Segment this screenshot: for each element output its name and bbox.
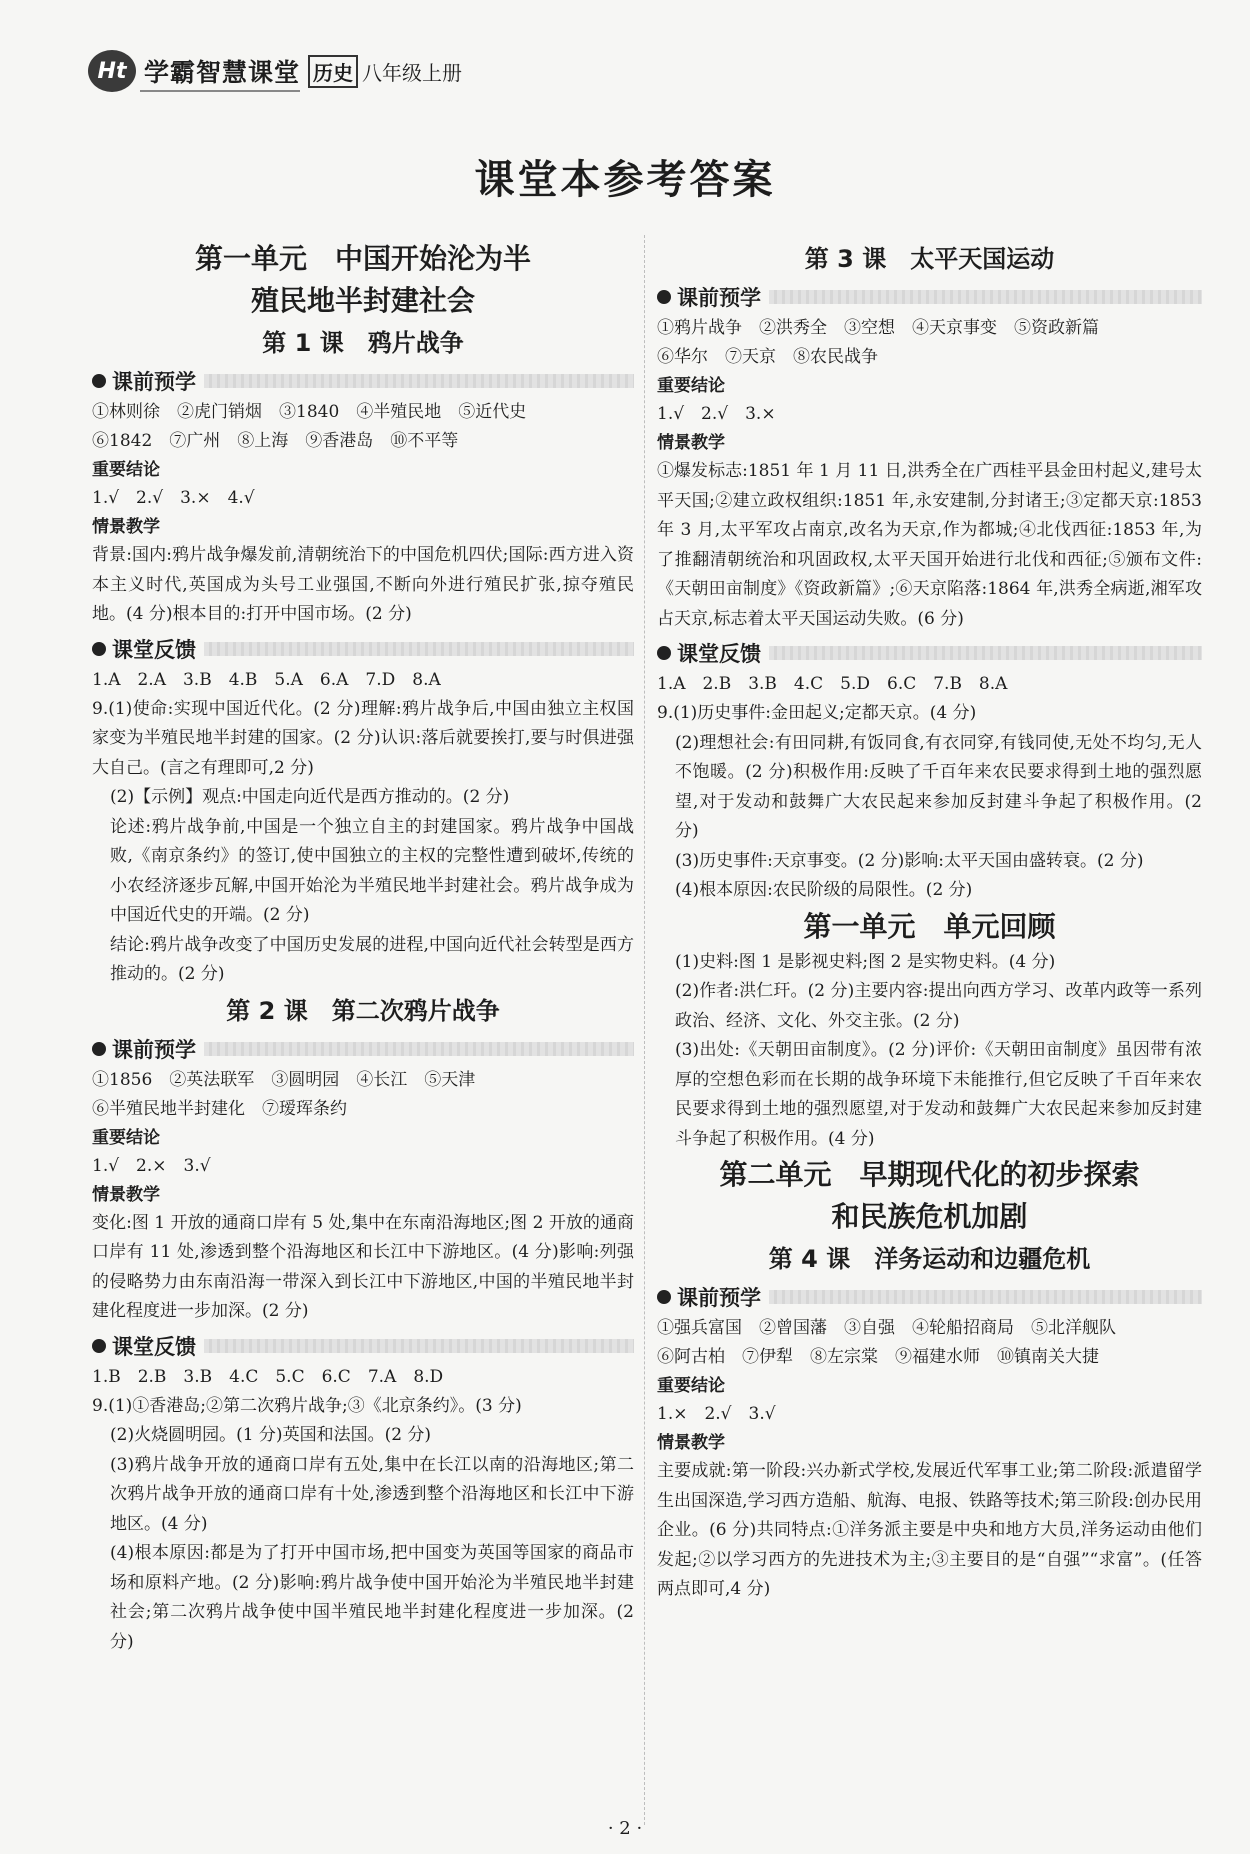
bullet-icon [92,1339,106,1353]
answer-paragraph: (3)出处:《天朝田亩制度》。(2 分)评价:《天朝田亩制度》虽因带有浓厚的空想色彩而在长期的战争环境下未能推行,但它反映了千百年来农民要求得到土地的强烈愿望,对于发动和鼓舞广大农民起来参加反封建斗争起了积极作用。(4 分) [675,1040,1202,1149]
answer-paragraph: (3)鸦片战争开放的通商口岸有五处,集中在长江以南的沿海地区;第二次鸦片战争开放的通商口岸有十处,渗透到整个沿海地区和长江中下游地区。(4 分) [110,1454,634,1534]
left-column [92,238,634,1657]
section-bar [204,374,634,388]
book-header [88,48,462,94]
page-title: 课堂本参考答案 [474,157,776,203]
lesson-title: 第 4 课 洋务运动和边疆危机 [768,1245,1091,1273]
answer-line: ①鸦片战争 ②洪秀全 ③空想 ④天京事变 ⑤资政新篇 [657,318,1099,338]
unit-title: 第二单元 早期现代化的初步探索 [719,1158,1140,1191]
right-column [657,238,1202,1605]
unit-title: 第一单元 中国开始沦为半 [194,242,531,275]
subsection-label: 情景教学 [92,517,160,537]
answer-line: ⑥1842 ⑦广州 ⑧上海 ⑨香港岛 ⑩不平等 [92,431,459,451]
section-bar [204,642,634,656]
answer-paragraph: (2)【示例】观点:中国走向近代是西方推动的。(2 分) [110,787,510,807]
bullet-icon [92,374,106,388]
answer-paragraph: 变化:图 1 开放的通商口岸有 5 处,集中在东南沿海地区;图 2 开放的通商口岸有 11 处,渗透到整个沿海地区和长江中下游地区。(4 分)影响:列强的侵略势力由东南沿海一带深入到长江中下游地区,中国的半殖民地半封建化程度进一步加深。(2 分) [92,1212,634,1321]
answer-paragraph: (2)火烧圆明园。(1 分)英国和法国。(2 分) [110,1425,432,1445]
answer-line: ①1856 ②英法联军 ③圆明园 ④长江 ⑤天津 [92,1069,476,1090]
answer-paragraph: 背景:国内:鸦片战争爆发前,清朝统治下的中国危机四伏;国际:西方进入资本主义时代,英国成为头号工业强国,不断向外进行殖民扩张,掠夺殖民地。(4 分)根本目的:打开中国市场。(2 分) [92,545,634,624]
answer-line: ⑥半殖民地半封建化 ⑦瑷珲条约 [92,1098,347,1119]
lesson-title: 第 2 课 第二次鸦片战争 [226,996,500,1025]
answer-line: 1.A 2.A 3.B 4.B 5.A 6.A 7.D 8.A [92,669,441,690]
subsection-label: 情景教学 [92,1184,160,1205]
section-heading [92,632,634,666]
bullet-icon [92,1042,106,1056]
bullet-icon [657,1290,671,1304]
answer-line: 1.√ 2.√ 3.× 4.√ [92,488,255,508]
section-heading [657,1280,1202,1314]
section-label: 课前预学 [112,370,196,394]
bullet-icon [92,642,106,656]
lesson-title: 第 3 课 太平天国运动 [804,245,1055,273]
section-heading [657,636,1202,670]
answer-paragraph: 9.(1)历史事件:金田起义;定都天京。(4 分) [657,703,977,723]
section-bar [769,290,1202,304]
answer-paragraph: (4)根本原因:都是为了打开中国市场,把中国变为英国等国家的商品市场和原料产地。(2 分)影响:鸦片战争使中国开始沦为半殖民地半封建社会;第二次鸦片战争使中国半殖民地半封建化程度进一步加深。(2 分) [110,1543,634,1652]
answer-paragraph: (3)历史事件:天京事变。(2 分)影响:太平天国由盛转衰。(2 分) [675,850,1144,871]
answer-paragraph: 9.(1)①香港岛;②第二次鸦片战争;③《北京条约》。(3 分) [92,1395,522,1416]
answer-line: ⑥华尔 ⑦天京 ⑧农民战争 [657,347,878,367]
section-label: 课前预学 [677,286,761,310]
section-label: 课堂反馈 [677,642,761,666]
unit-review-title: 第一单元 单元回顾 [803,909,1056,943]
subsection-label: 重要结论 [657,376,725,396]
brand-name: 学霸智慧课堂 [144,58,301,87]
answer-line: 1.× 2.√ 3.√ [657,1404,776,1424]
section-label: 课堂反馈 [112,1334,196,1359]
subsection-label: 重要结论 [92,1127,160,1148]
answer-paragraph: 9.(1)使命:实现中国近代化。(2 分)理解:鸦片战争后,中国由独立主权国家变为半殖民地半封建的国家。(2 分)认识:落后就要挨打,要与时俱进强大自己。(言之有理即可,2 分) [92,698,634,778]
unit-title: 和民族危机加剧 [831,1200,1028,1233]
answer-paragraph: (2)作者:洪仁玕。(2 分)主要内容:提出向西方学习、改革内政等一系列政治、经济、文化、外交主张。(2 分) [675,981,1202,1031]
brand-logo: Ht [88,50,136,92]
lesson-title: 第 1 课 鸦片战争 [262,329,464,357]
bullet-icon [657,646,671,660]
header-underline [140,90,300,92]
section-heading [657,280,1202,314]
section-heading [92,1329,634,1363]
section-bar [204,1339,634,1353]
bullet-icon [657,290,671,304]
answer-paragraph: 结论:鸦片战争改变了中国历史发展的进程,中国向近代社会转型是西方推动的。(2 分) [110,934,634,984]
subsection-label: 情景教学 [657,433,725,453]
answer-paragraph: ①爆发标志:1851 年 1 月 11 日,洪秀全在广西桂平县金田村起义,建号太平天国;②建立政权组织:1851 年,永安建制,分封诸王;③定都天京:1853 年 3 月,太平军攻占南京,改名为天京,作为都城;④北伐西征:1853 年,为了推翻清朝统治和巩固政权,太平天国开始进行北伐和西征;⑤颁布文件:《天朝田亩制度》《资政新篇》;⑥天京陷落:1864 年,洪秀全病逝,湘军攻占天京,标志着太平天国运动失败。(6 分) [657,461,1202,629]
answer-line: ①林则徐 ②虎门销烟 ③1840 ④半殖民地 ⑤近代史 [92,402,527,422]
section-bar [769,646,1202,660]
section-bar [769,1290,1202,1304]
subsection-label: 重要结论 [92,460,160,480]
answer-line: 1.B 2.B 3.B 4.C 5.C 6.C 7.A 8.D [92,1366,444,1387]
grade-label: 八年级上册 [362,60,463,85]
page-number: · 2 · [607,1818,643,1839]
subject-tag: 历史 [308,55,358,88]
column-divider [644,235,645,1825]
section-label: 课堂反馈 [112,637,196,662]
section-heading [92,1032,634,1066]
subsection-label: 情景教学 [657,1433,725,1453]
answer-line: 1.√ 2.√ 3.× [657,404,776,424]
answer-line: ⑥阿古柏 ⑦伊犁 ⑧左宗棠 ⑨福建水师 ⑩镇南关大捷 [657,1347,1099,1367]
answer-paragraph: 论述:鸦片战争前,中国是一个独立自主的封建国家。鸦片战争中国战败,《南京条约》的签订,使中国独立的主权的完整性遭到破坏,传统的小农经济逐步瓦解,中国开始沦为半殖民地半封建社会。鸦片战争成为中国近代史的开端。(2 分) [110,816,634,925]
answer-line: 1.√ 2.× 3.√ [92,1155,211,1176]
section-heading [92,364,634,398]
subsection-label: 重要结论 [657,1376,725,1396]
unit-title: 殖民地半封建社会 [250,284,475,317]
section-label: 课前预学 [677,1286,761,1310]
answer-paragraph: (1)史料:图 1 是影视史料;图 2 是实物史料。(4 分) [675,951,1056,972]
section-label: 课前预学 [112,1037,196,1062]
answer-line: 1.A 2.B 3.B 4.C 5.D 6.C 7.B 8.A [657,674,1008,694]
answer-line: ①强兵富国 ②曾国藩 ③自强 ④轮船招商局 ⑤北洋舰队 [657,1318,1116,1338]
answer-paragraph: 主要成就:第一阶段:兴办新式学校,发展近代军事工业;第二阶段:派遣留学生出国深造,学习西方造船、航海、电报、铁路等技术;第三阶段:创办民用企业。(6 分)共同特点:①洋务派主要是中央和地方大员,洋务运动由他们发起;②以学习西方的先进技术为主;③主要目的是“自强”“求富”。(任答两点即可,4 分) [657,1461,1202,1599]
section-bar [204,1042,634,1056]
answer-paragraph: (4)根本原因:农民阶级的局限性。(2 分) [675,880,973,900]
answer-paragraph: (2)理想社会:有田同耕,有饭同食,有衣同穿,有钱同使,无处不均匀,无人不饱暖。(2 分)积极作用:反映了千百年来农民要求得到土地的强烈愿望,对于发动和鼓舞广大农民起来参加反封建斗争起了积极作用。(2 分) [675,732,1202,841]
